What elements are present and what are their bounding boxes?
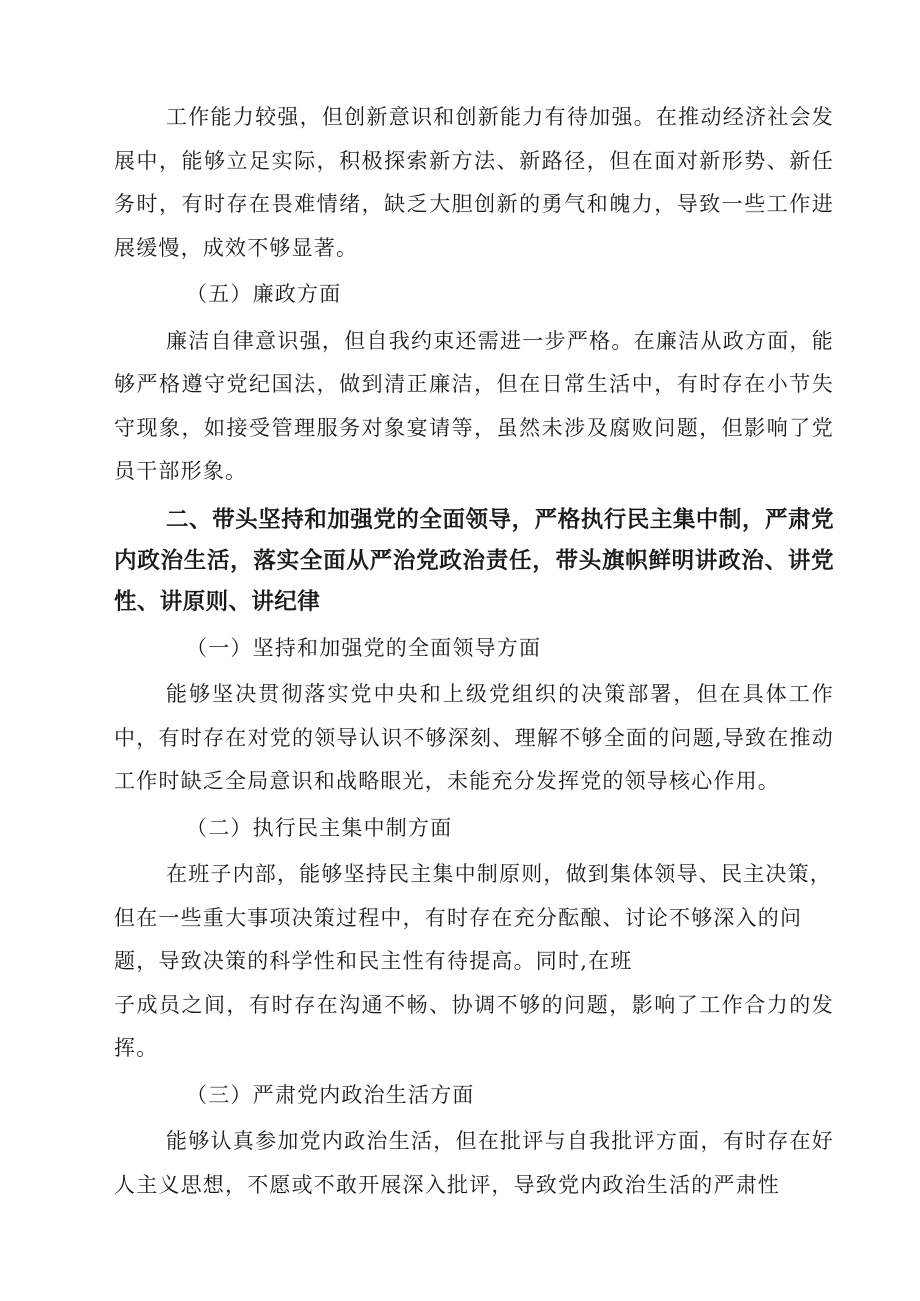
paragraph-party-leadership: 能够坚决贯彻落实党中央和上级党组织的决策部署，但在具体工作中，有时存在对党的领导认识不够深刻、理解不够全面的问题,导致在推动工作时缺乏全局意识和战略眼光，未能充分发挥党的领导核心作用。: [114, 682, 834, 793]
subheading-integrity: （五）廉政方面: [186, 282, 342, 306]
paragraph-integrity: 廉洁自律意识强，但自我约束还需进一步严格。在廉洁从政方面，能够严格遵守党纪国法，做到清正廉洁，但在日常生活中，有时存在小节失守现象，如接受管理服务对象宴请等，虽然未涉及腐败问题，但影响了党员干部形象。: [114, 328, 834, 483]
subheading-democratic-centralism: （二）执行民主集中制方面: [186, 815, 453, 840]
paragraph-democratic-centralism-part2: 子成员之间，有时存在沟通不畅、协调不够的问题，影响了工作合力的发挥。: [114, 992, 834, 1060]
paragraph-innovation: 工作能力较强，但创新意识和创新能力有待加强。在推动经济社会发展中，能够立足实际，积极探索新方法、新路径，但在面对新形势、新任务时，有时存在畏难情绪，缺乏大胆创新的勇气和魄力，导致一些工作进展缓慢，成效不够显著。: [114, 105, 834, 260]
paragraph-democratic-centralism-part1: 在班子内部，能够坚持民主集中制原则，做到集体领导、民主决策，但在一些重大事项决策过程中，有时存在充分酝酿、讨论不够深入的问题，导致决策的科学性和民主性有待提高。同时,在班: [114, 862, 832, 973]
paragraph-political-life: 能够认真参加党内政治生活，但在批评与自我批评方面，有时存在好人主义思想，不愿或不敢开展深入批评，导致党内政治生活的严肃性: [114, 1129, 834, 1197]
subheading-political-life: （三）严肃党内政治生活方面: [186, 1082, 475, 1107]
document-body: [114, 96, 834, 1207]
subheading-party-leadership: （一）坚持和加强党的全面领导方面: [186, 635, 542, 660]
section-heading-two: 二、带头坚持和加强党的全面领导，严格执行民主集中制，严肃党内政治生活，落实全面从严治党政治责任，带头旗帜鲜明讲政治、讲党性、讲原则、讲纪律: [114, 506, 834, 615]
